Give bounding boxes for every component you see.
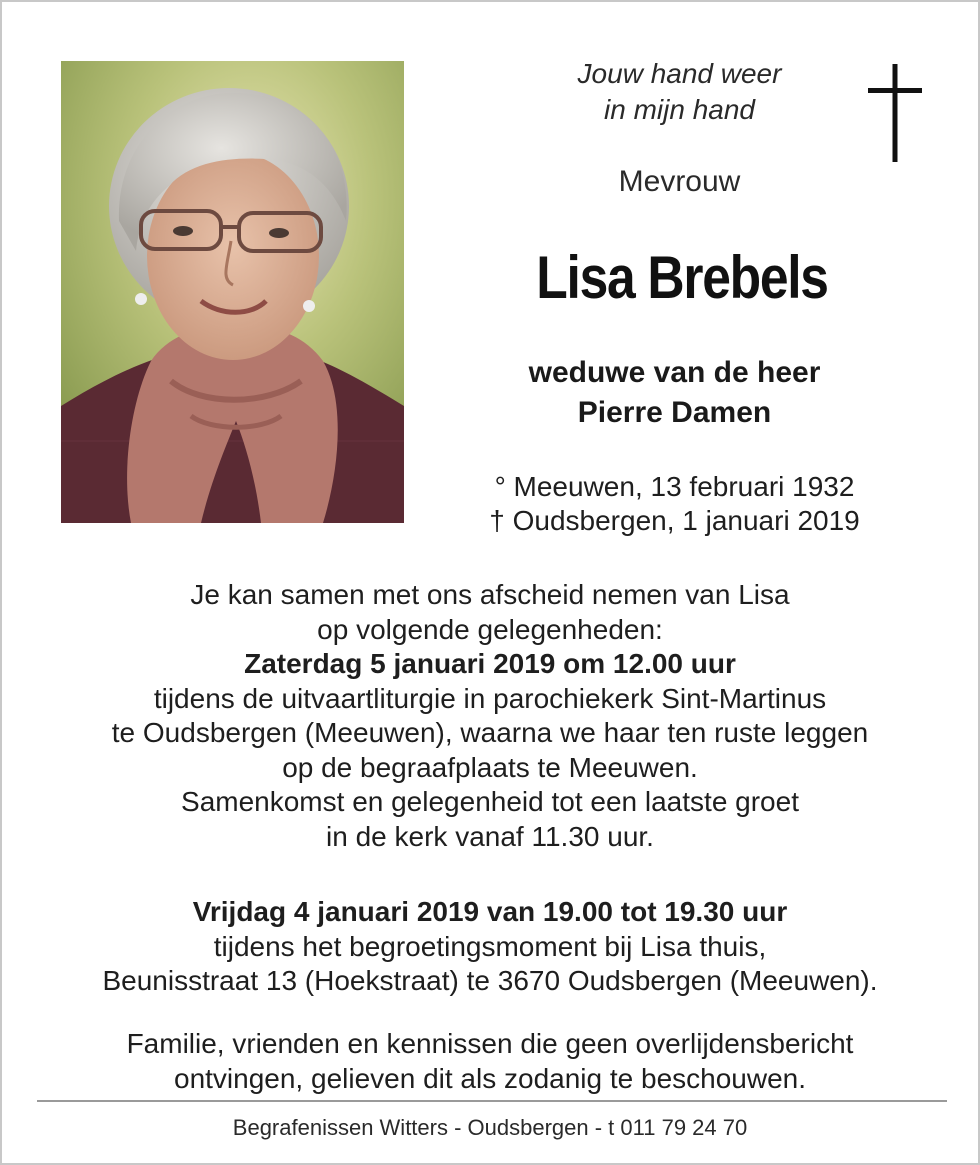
funeral-info xyxy=(22,578,958,854)
widow-line: Pierre Damen xyxy=(577,396,772,429)
portrait-illustration xyxy=(61,61,404,523)
funeral-datetime: Zaterdag 5 januari 2019 om 12.00 uur xyxy=(244,648,736,679)
funeral-detail-line: Samenkomst en gelegenheid tot een laatste groet xyxy=(181,786,799,817)
life-dates xyxy=(432,470,917,538)
birth-date: ° Meeuwen, 13 februari 1932 xyxy=(494,471,855,502)
intro-line: op volgende gelegenheden: xyxy=(317,613,663,645)
motto xyxy=(522,56,837,128)
widow-of xyxy=(452,353,897,433)
funeral-detail-line: in de kerk vanaf 11.30 uur. xyxy=(326,820,654,852)
death-date: † Oudsbergen, 1 januari 2019 xyxy=(489,505,860,536)
motto-line: Jouw hand weer xyxy=(577,58,782,89)
visitation-detail-line: Beunisstraat 13 (Hoekstraat) te 3670 Oudsbergen (Meeuwen). xyxy=(102,965,878,996)
visitation-detail-line: tijdens het begroetingsmoment bij Lisa thuis, xyxy=(213,930,767,962)
deceased-name: Lisa Brebels xyxy=(536,244,828,311)
funeral-detail-line: te Oudsbergen (Meeuwen), waarna we haar ten ruste leggen xyxy=(111,717,869,748)
intro-line: Je kan samen met ons afscheid nemen van Lisa xyxy=(190,579,790,610)
salutation: Mevrouw xyxy=(618,165,741,198)
notice-line: ontvingen, gelieven dit als zodanig te beschouwen. xyxy=(174,1062,806,1094)
notice xyxy=(22,1027,958,1096)
portrait-photo xyxy=(61,61,404,523)
funeral-home-footer: Begrafenissen Witters - Oudsbergen - t 011 79 24 70 xyxy=(232,1115,748,1140)
funeral-detail-line: op de begraafplaats te Meeuwen. xyxy=(282,751,698,783)
cross-icon xyxy=(864,64,926,162)
visitation-info xyxy=(22,895,958,999)
motto-line: in mijn hand xyxy=(604,94,755,125)
funeral-detail-line: tijdens de uitvaartliturgie in parochiekerk Sint-Martinus xyxy=(153,682,827,714)
notice-line: Familie, vrienden en kennissen die geen overlijdensbericht xyxy=(126,1028,854,1059)
footer-divider xyxy=(37,1100,947,1102)
widow-line: weduwe van de heer xyxy=(528,356,821,389)
visitation-datetime: Vrijdag 4 januari 2019 van 19.00 tot 19.30 uur xyxy=(192,896,788,927)
